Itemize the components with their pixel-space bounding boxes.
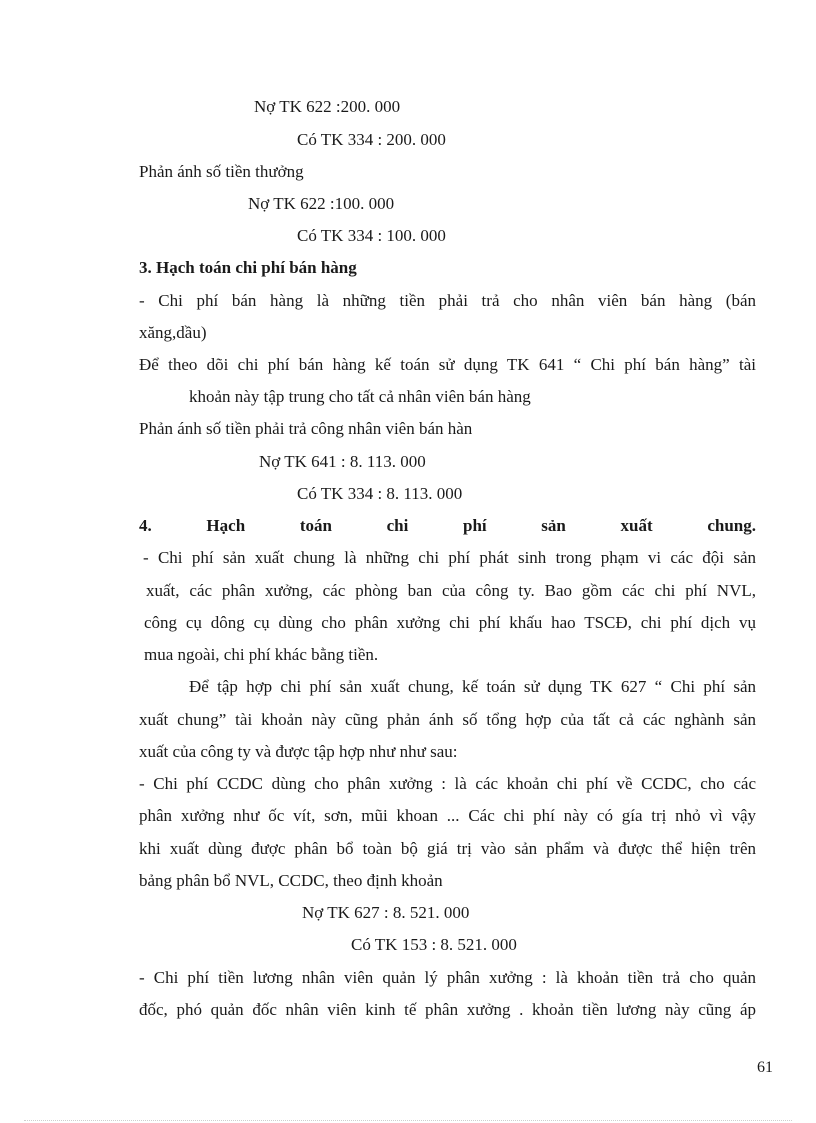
entry-debit-622-b: Nợ TK 622 :100. 000 — [248, 194, 395, 213]
page-number: 61 — [757, 1059, 773, 1076]
text-line: Phản ánh số tiền thưởng — [139, 162, 304, 181]
text-line: xuất chung” tài khoản này cũng phản ánh số tổng hợp của tất cả các nghành sản — [139, 710, 756, 729]
text-line: Để theo dõi chi phí bán hàng kế toán sử dụng TK 641 “ Chi phí bán hàng” tài — [139, 355, 756, 374]
text-line: khi xuất dùng được phân bổ toàn bộ giá trị vào sản phẩm và được thể hiện trên — [139, 839, 756, 858]
text-line: công cụ dông cụ dùng cho phân xưởng chi phí khấu hao TSCĐ, chi phí dịch vụ — [144, 613, 756, 632]
entry-debit-622-a: Nợ TK 622 :200. 000 — [254, 97, 401, 116]
text-line: - Chi phí sản xuất chung là những chi phí phát sinh trong phạm vi các đội sản — [143, 548, 756, 567]
text-line: - Chi phí CCDC dùng cho phân xưởng : là các khoản chi phí về CCDC, cho các — [139, 774, 756, 793]
text-line: Phản ánh số tiền phải trả công nhân viên bán hàn — [139, 419, 473, 438]
entry-debit-641: Nợ TK 641 : 8. 113. 000 — [259, 452, 426, 471]
text-line: khoản này tập trung cho tất cả nhân viên bán hàng — [189, 387, 531, 406]
text-line: mua ngoài, chi phí khác bằng tiền. — [144, 645, 379, 664]
entry-debit-627: Nợ TK 627 : 8. 521. 000 — [302, 903, 470, 922]
text-line: phân xưởng như ốc vít, sơn, mũi khoan ... Các chi phí này có gía trị nhỏ vì vậy — [139, 806, 756, 825]
text-line: - Chi phí tiền lương nhân viên quản lý phân xưởng : là khoản tiền trả cho quản — [139, 968, 756, 987]
entry-credit-153: Có TK 153 : 8. 521. 000 — [351, 935, 517, 954]
text-line: xuất, các phân xưởng, các phòng ban của công ty. Bao gồm các chi phí NVL, — [146, 581, 756, 600]
section-heading-3: 3. Hạch toán chi phí bán hàng — [139, 258, 357, 277]
text-line: xăng,dầu) — [139, 323, 207, 342]
page-bottom-divider — [24, 1120, 792, 1121]
entry-credit-334-b: Có TK 334 : 100. 000 — [297, 226, 446, 245]
text-line: đốc, phó quản đốc nhân viên kinh tế phân xưởng . khoản tiền lương này cũng áp — [139, 1000, 756, 1019]
entry-credit-334-a: Có TK 334 : 200. 000 — [297, 130, 446, 149]
text-line: xuất của công ty và được tập hợp như như sau: — [139, 742, 458, 761]
text-line: - Chi phí bán hàng là những tiền phải trả cho nhân viên bán hàng (bán — [139, 291, 756, 310]
entry-credit-334-c: Có TK 334 : 8. 113. 000 — [297, 484, 463, 503]
section-heading-4: 4. Hạch toán chi phí sản xuất chung. — [139, 516, 756, 535]
text-line: Để tập hợp chi phí sản xuất chung, kế toán sử dụng TK 627 “ Chi phí sản — [189, 677, 756, 696]
text-line: bảng phân bổ NVL, CCDC, theo định khoản — [139, 871, 443, 890]
